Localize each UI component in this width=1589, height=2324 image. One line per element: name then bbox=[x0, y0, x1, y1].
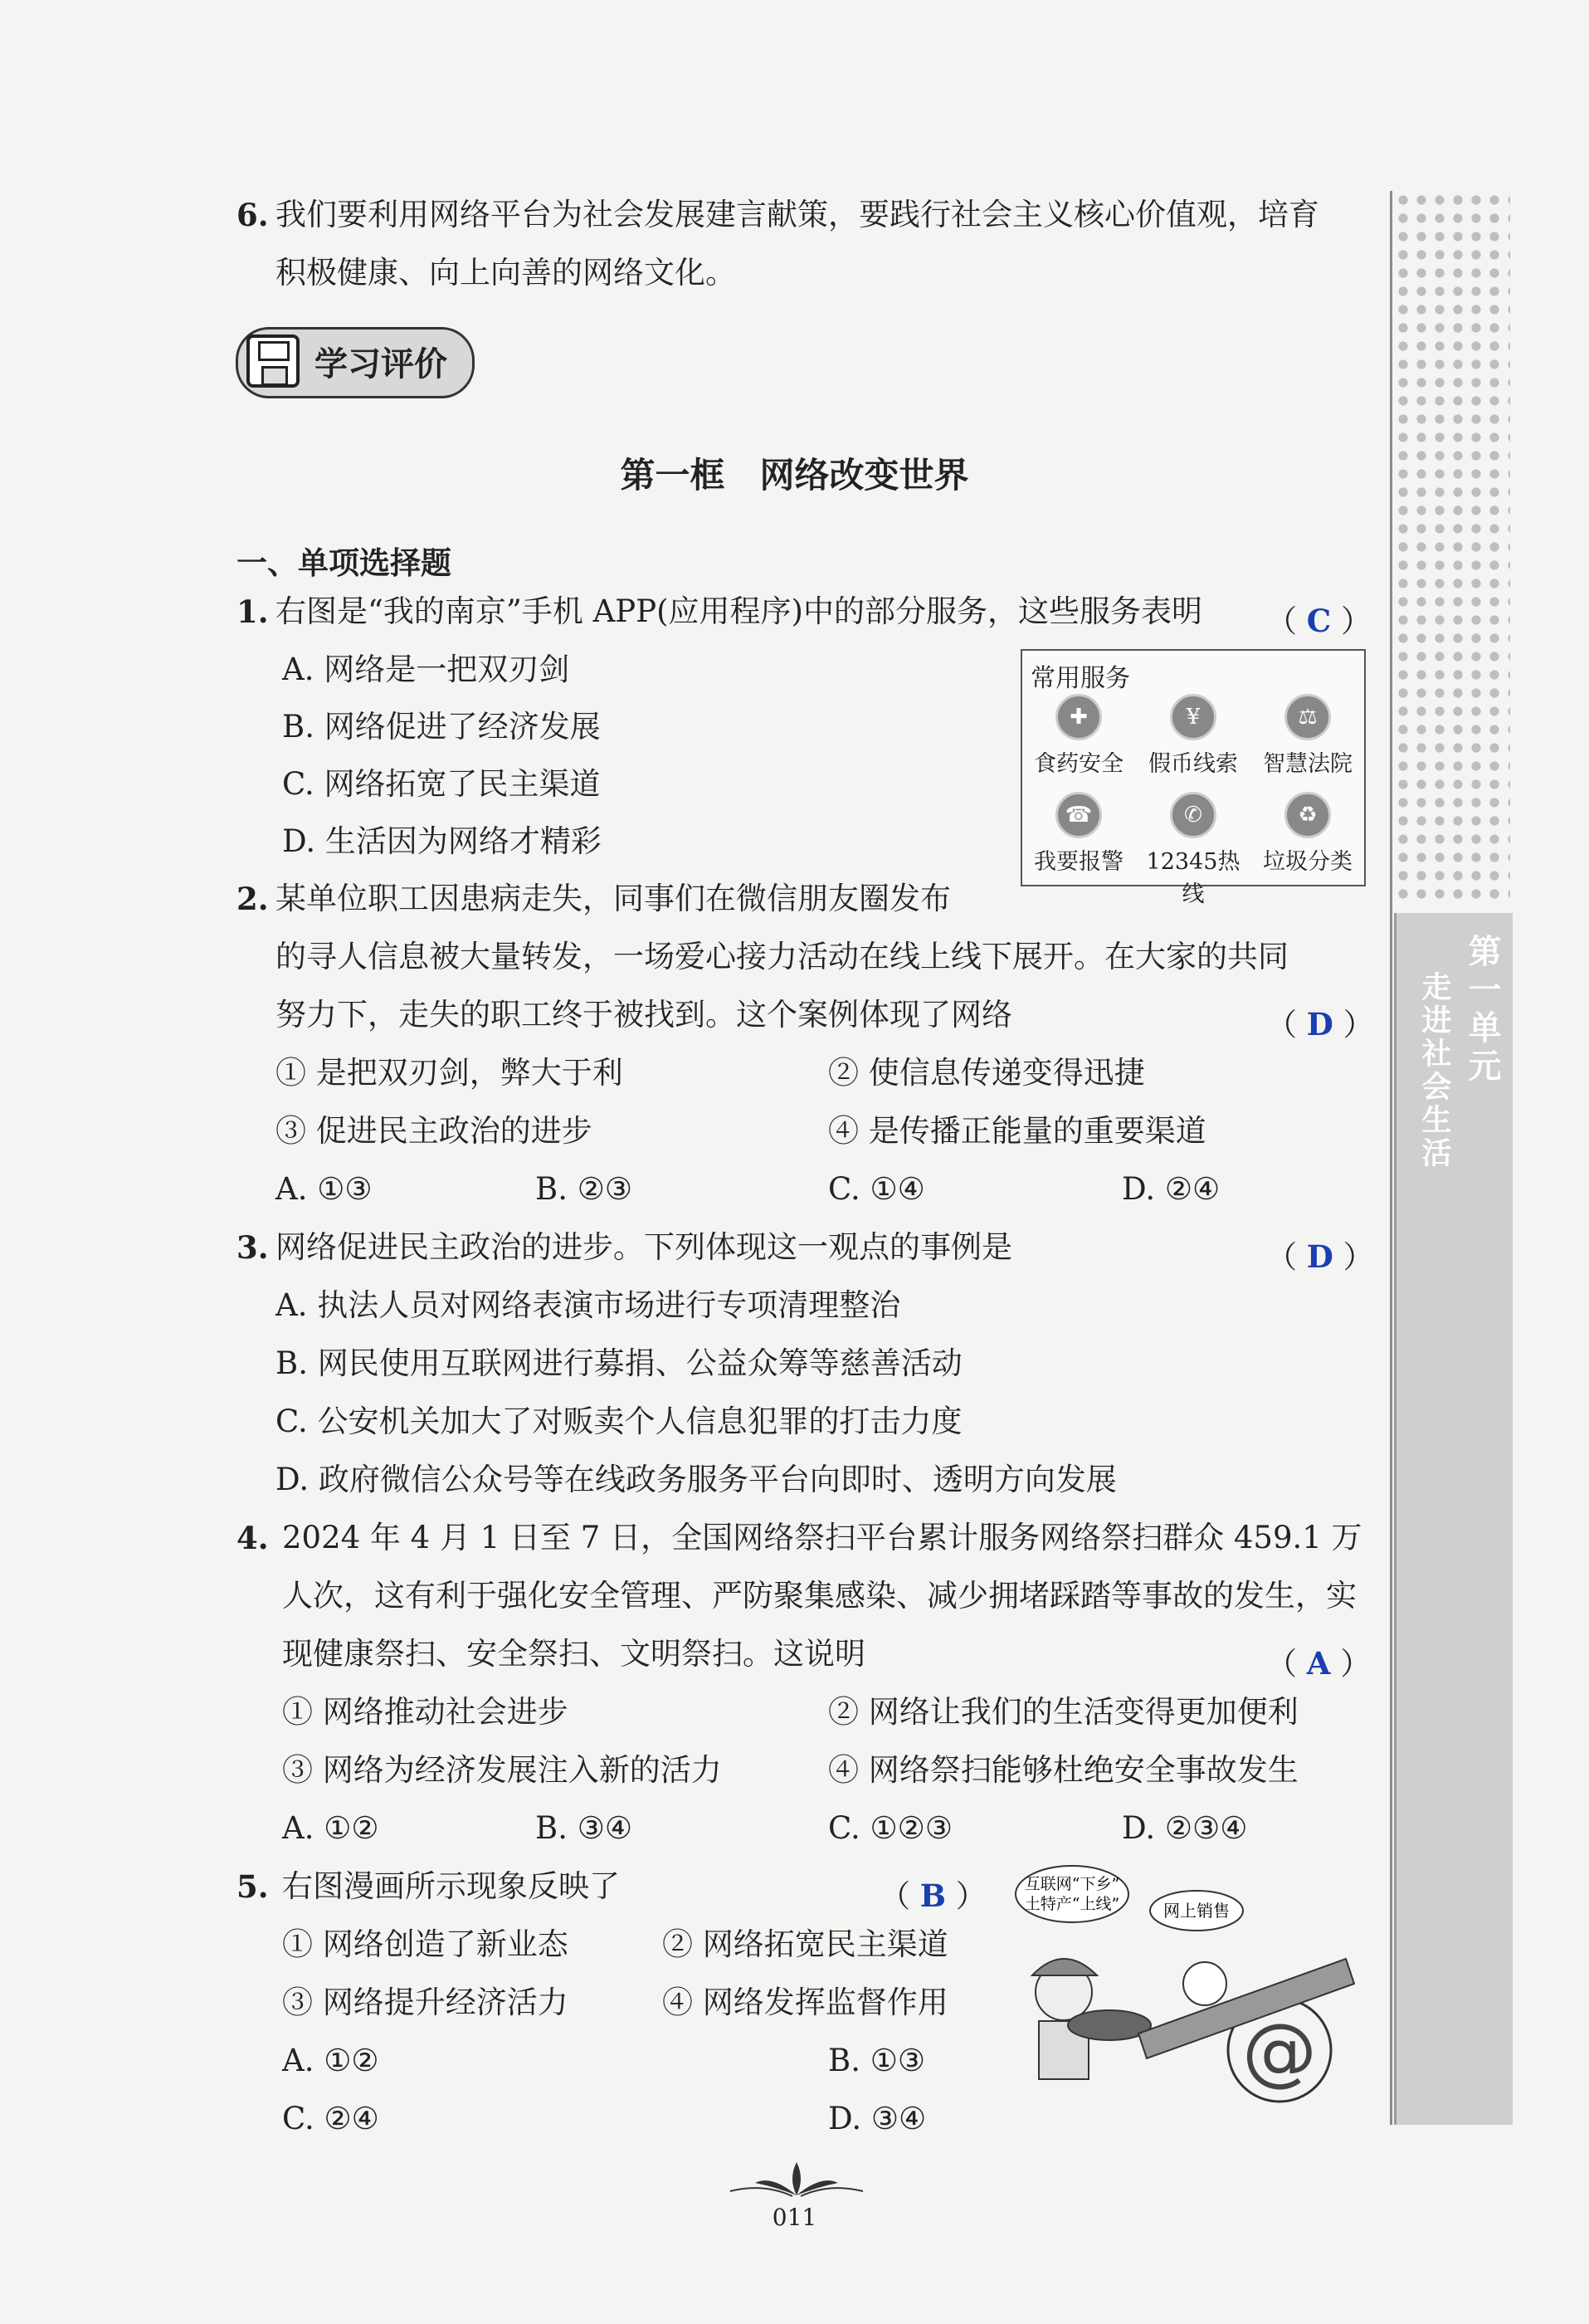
q4-item-2: ② 网络让我们的生活变得更加便利 bbox=[828, 1694, 1299, 1730]
food-safety-icon: ✚ bbox=[1055, 694, 1102, 740]
scales-icon: ⚖ bbox=[1284, 694, 1331, 740]
question-type-heading: 一、单项选择题 bbox=[236, 545, 451, 581]
q1-answer-bracket: （ C ） bbox=[1266, 603, 1372, 639]
q2-line-3: 努力下，走失的职工终于被找到。这个案例体现了网络 bbox=[275, 997, 1012, 1033]
q3-option-c: C. 公安机关加大了对贩卖个人信息犯罪的打击力度 bbox=[275, 1404, 963, 1439]
q5-answer: B bbox=[919, 1877, 947, 1914]
q2-answer-bracket: （ D ） bbox=[1266, 1006, 1374, 1042]
q1-answer: C bbox=[1306, 603, 1332, 639]
section-title: 第一框 网络改变世界 bbox=[620, 455, 969, 496]
cartoon-bubble-1-line-2: 土特产“上线” bbox=[1024, 1895, 1120, 1913]
study-evaluation-badge bbox=[236, 327, 475, 398]
service-smart-court: ⚖ 智慧法院 bbox=[1251, 694, 1364, 778]
q5-option-a: A. ①② bbox=[282, 2043, 379, 2078]
q3-answer: D bbox=[1306, 1238, 1333, 1275]
farmer-online-sales-cartoon bbox=[1014, 1859, 1362, 2108]
q1-option-c: C. 网络拓宽了民主渠道 bbox=[282, 766, 601, 802]
unit-number: 第一单元 bbox=[1463, 934, 1502, 1086]
recycle-icon: ♻ bbox=[1284, 792, 1331, 838]
intro-line-2: 积极健康、向上向善的网络文化。 bbox=[275, 255, 736, 290]
q2-option-b: B. ②③ bbox=[535, 1171, 633, 1207]
q2-number: 2. bbox=[236, 881, 269, 917]
q2-item-4: ④ 是传播正能量的重要渠道 bbox=[828, 1113, 1206, 1149]
q5-answer-bracket: （ B ） bbox=[880, 1877, 987, 1914]
q4-item-4: ④ 网络祭扫能够杜绝安全事故发生 bbox=[828, 1752, 1299, 1788]
svg-text:@: @ bbox=[1242, 2008, 1317, 2095]
q4-line-3: 现健康祭扫、安全祭扫、文明祭扫。这说明 bbox=[282, 1636, 865, 1672]
intro-line-1: 我们要利用网络平台为社会发展建言献策，要践行社会主义核心价值观，培育 bbox=[275, 197, 1319, 232]
counterfeit-money-icon: ¥ bbox=[1170, 694, 1216, 740]
q5-item-4: ④ 网络发挥监督作用 bbox=[662, 1985, 948, 2020]
q5-item-2: ② 网络拓宽民主渠道 bbox=[662, 1926, 948, 1962]
q3-option-b: B. 网民使用互联网进行募捐、公益众筹等慈善活动 bbox=[275, 1345, 963, 1381]
hotline-icon: ✆ bbox=[1170, 792, 1216, 838]
q2-option-d: D. ②④ bbox=[1122, 1171, 1221, 1207]
q3-answer-bracket: （ D ） bbox=[1266, 1238, 1374, 1275]
q1-option-b: B. 网络促进了经济发展 bbox=[282, 709, 601, 745]
service-garbage: ♻ 垃圾分类 bbox=[1251, 792, 1364, 876]
q2-item-1: ① 是把双刃剑，弊大于利 bbox=[275, 1055, 623, 1091]
services-box-title: 常用服务 bbox=[1031, 664, 1130, 693]
q4-line-1: 2024 年 4 月 1 日至 7 日，全国网络祭扫平台累计服务网络祭扫群众 459.1 万 bbox=[282, 1520, 1362, 1555]
q4-answer: A bbox=[1306, 1645, 1331, 1682]
q3-option-d: D. 政府微信公众号等在线政务服务平台向即时、透明方向发展 bbox=[275, 1462, 1117, 1497]
q4-answer-bracket: （ A ） bbox=[1266, 1645, 1372, 1682]
cartoon-bubble-2: 网上销售 bbox=[1163, 1901, 1230, 1921]
q3-option-a: A. 执法人员对网络表演市场进行专项清理整治 bbox=[275, 1287, 901, 1323]
q5-option-b: B. ①③ bbox=[828, 2043, 926, 2078]
q5-option-c: C. ②④ bbox=[282, 2101, 379, 2136]
q4-option-c: C. ①②③ bbox=[828, 1810, 953, 1846]
floppy-disk-icon bbox=[246, 334, 300, 388]
q2-item-3: ③ 促进民主政治的进步 bbox=[275, 1113, 592, 1149]
q2-answer: D bbox=[1306, 1006, 1333, 1042]
intro-number: 6. bbox=[236, 197, 269, 233]
q4-item-1: ① 网络推动社会进步 bbox=[282, 1694, 568, 1730]
police-alarm-icon: ☎ bbox=[1055, 792, 1102, 838]
q3-number: 3. bbox=[236, 1229, 269, 1266]
q4-number: 4. bbox=[236, 1520, 269, 1556]
q4-option-b: B. ③④ bbox=[535, 1810, 633, 1846]
q4-option-d: D. ②③④ bbox=[1122, 1810, 1248, 1846]
q5-item-3: ③ 网络提升经济活力 bbox=[282, 1985, 568, 2020]
unit-name: 走进社会生活 bbox=[1417, 971, 1452, 1170]
services-box bbox=[1021, 649, 1366, 907]
q2-option-a: A. ①③ bbox=[275, 1171, 373, 1207]
q2-option-c: C. ①④ bbox=[828, 1171, 925, 1207]
cartoon-bubble-1-line-1: 互联网“下乡” bbox=[1024, 1875, 1120, 1893]
side-dot-pattern bbox=[1394, 191, 1510, 905]
service-food-safety: ✚ 食药安全 bbox=[1022, 694, 1135, 778]
q4-item-3: ③ 网络为经济发展注入新的活力 bbox=[282, 1752, 722, 1788]
q2-line-2: 的寻人信息被大量转发，一场爱心接力活动在线上线下展开。在大家的共同 bbox=[275, 939, 1289, 974]
q5-number: 5. bbox=[236, 1868, 269, 1905]
q1-option-d: D. 生活因为网络才精彩 bbox=[282, 823, 602, 859]
q5-option-d: D. ③④ bbox=[828, 2101, 927, 2136]
q5-stem: 右图漫画所示现象反映了 bbox=[282, 1868, 620, 1904]
service-police: ☎ 我要报警 bbox=[1022, 792, 1135, 876]
q3-stem: 网络促进民主政治的进步。下列体现这一观点的事例是 bbox=[275, 1229, 1012, 1265]
q1-number: 1. bbox=[236, 593, 269, 630]
q4-option-a: A. ①② bbox=[282, 1810, 379, 1846]
service-hotline: ✆ 12345热线 bbox=[1137, 792, 1250, 908]
badge-label: 学习评价 bbox=[314, 345, 447, 383]
q4-line-2: 人次，这有利于强化安全管理、严防聚集感染、减少拥堵踩踏等事故的发生，实 bbox=[282, 1578, 1357, 1614]
q2-line-1: 某单位职工因患病走失，同事们在微信朋友圈发布 bbox=[275, 881, 951, 916]
q1-stem: 右图是“我的南京”手机 APP(应用程序)中的部分服务，这些服务表明 bbox=[275, 593, 1202, 629]
service-counterfeit: ¥ 假币线索 bbox=[1137, 694, 1250, 778]
footer-ornament-icon bbox=[722, 2158, 871, 2200]
q2-item-2: ② 使信息传递变得迅捷 bbox=[828, 1055, 1145, 1091]
q1-option-a: A. 网络是一把双刃剑 bbox=[282, 652, 570, 687]
page-number: 011 bbox=[772, 2204, 817, 2231]
q5-item-1: ① 网络创造了新业态 bbox=[282, 1926, 568, 1962]
